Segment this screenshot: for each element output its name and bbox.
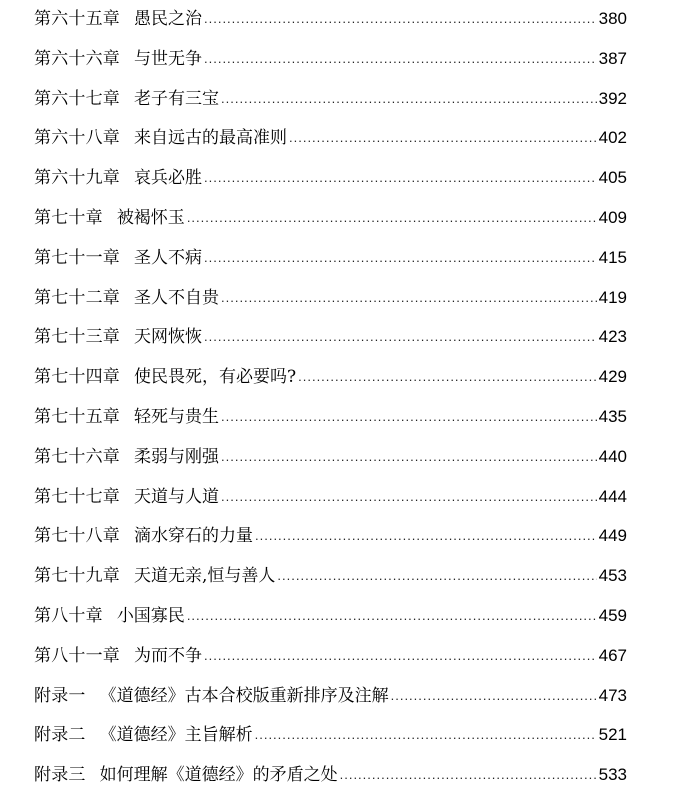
toc-dot-leader [204, 641, 597, 671]
toc-chapter-title: 如何理解《道德经》的矛盾之处 [99, 765, 338, 786]
toc-chapter-number: 第七十四章 [34, 367, 120, 388]
toc-chapter-number: 附录一 [34, 685, 86, 706]
toc-dot-leader [221, 482, 597, 512]
toc-page-number: 453 [598, 566, 627, 586]
toc-dot-leader [221, 402, 597, 432]
toc-entry[interactable] [34, 362, 627, 402]
toc-dot-leader [204, 322, 597, 352]
toc-page-number: 415 [598, 247, 627, 267]
toc-chapter-number: 附录三 [34, 765, 86, 786]
toc-entry[interactable] [34, 521, 627, 561]
toc-chapter-title: 愚民之治 [134, 9, 202, 29]
toc-dot-leader [277, 561, 596, 591]
toc-chapter-number: 第七十章 [34, 207, 103, 228]
toc-chapter-title: 老子有三宝 [134, 88, 219, 109]
toc-entry[interactable] [34, 84, 627, 124]
toc-page-number: 402 [598, 128, 627, 148]
toc-chapter-number: 第七十七章 [34, 486, 120, 507]
toc-chapter-number: 第八十章 [34, 605, 103, 626]
toc-chapter-title: 滴水穿石的力量 [134, 526, 253, 547]
toc-entry[interactable] [34, 4, 627, 44]
toc-chapter-title: 柔弱与刚强 [134, 446, 219, 467]
toc-page-number: 423 [598, 327, 627, 347]
toc-chapter-number: 第六十九章 [34, 168, 120, 189]
toc-chapter-title: 轻死与贵生 [134, 406, 219, 427]
toc-page-number: 440 [598, 446, 627, 466]
toc-chapter-number: 第六十五章 [34, 9, 120, 29]
toc-page-number: 459 [598, 605, 627, 625]
toc-page-number: 467 [598, 645, 627, 665]
toc-entry[interactable] [34, 482, 627, 522]
toc-page-number: 449 [598, 526, 627, 546]
toc-entry[interactable] [34, 601, 627, 641]
toc-chapter-title: 来自远古的最高准则 [134, 128, 287, 149]
toc-entry[interactable] [34, 283, 627, 323]
toc-chapter-title: 小国寡民 [116, 605, 185, 626]
toc-page-number: 444 [598, 486, 627, 506]
toc-chapter-number: 附录二 [34, 725, 86, 746]
toc-entry[interactable] [34, 123, 627, 163]
toc-chapter-title: 天道无亲,恒与善人 [134, 566, 276, 587]
toc-dot-leader [289, 123, 597, 153]
toc-dot-leader [187, 601, 597, 631]
toc-page-number: 409 [598, 207, 627, 227]
toc-page-number: 392 [598, 88, 627, 108]
toc-page-number: 473 [598, 685, 627, 705]
toc-dot-leader [204, 4, 597, 34]
toc-page-number: 419 [598, 287, 627, 307]
toc-chapter-title: 圣人不自贵 [134, 287, 219, 308]
toc-chapter-title: 为而不争 [134, 645, 202, 666]
toc-chapter-number: 第八十一章 [34, 645, 120, 666]
toc-dot-leader [221, 84, 597, 114]
toc-entry[interactable] [34, 203, 627, 243]
toc-page-number: 435 [598, 406, 627, 426]
toc-dot-leader [391, 681, 597, 711]
toc-chapter-number: 第七十六章 [34, 446, 120, 467]
toc-chapter-title: 《道德经》主旨解析 [99, 725, 253, 746]
toc-dot-leader [204, 44, 597, 74]
toc-page-number: 380 [598, 9, 627, 28]
toc-page-number: 387 [598, 48, 627, 68]
toc-dot-leader [204, 163, 597, 193]
toc-chapter-number: 第七十五章 [34, 406, 120, 427]
toc-dot-leader [298, 362, 597, 392]
toc-chapter-title: 与世无争 [134, 48, 202, 69]
toc-chapter-title: 哀兵必胜 [134, 168, 202, 189]
toc-dot-leader [221, 283, 597, 313]
toc-entry[interactable] [34, 442, 627, 482]
toc-page-number: 533 [598, 765, 627, 785]
toc-chapter-number: 第六十八章 [34, 128, 120, 149]
toc-chapter-number: 第七十二章 [34, 287, 120, 308]
toc-chapter-title: 被褐怀玉 [116, 207, 185, 228]
toc-dot-leader [340, 760, 597, 790]
toc-entry[interactable] [34, 681, 627, 721]
toc-chapter-number: 第七十一章 [34, 247, 120, 268]
toc-dot-leader [221, 442, 597, 472]
toc-chapter-number: 第六十六章 [34, 48, 120, 69]
toc-entry[interactable] [34, 322, 627, 362]
toc-chapter-number: 第六十七章 [34, 88, 120, 109]
toc-dot-leader [204, 243, 597, 273]
toc-entry[interactable] [34, 561, 627, 601]
toc-page-number: 429 [598, 367, 627, 387]
table-of-contents [34, 4, 627, 800]
toc-entry[interactable] [34, 163, 627, 203]
toc-entry[interactable] [34, 44, 627, 84]
toc-chapter-number: 第七十八章 [34, 526, 120, 547]
toc-entry[interactable] [34, 641, 627, 681]
toc-entry[interactable] [34, 760, 627, 800]
toc-page-number: 405 [598, 168, 627, 188]
toc-entry[interactable] [34, 243, 627, 283]
toc-dot-leader [255, 521, 597, 551]
toc-entry[interactable] [34, 402, 627, 442]
toc-entry[interactable] [34, 720, 627, 760]
toc-chapter-number: 第七十九章 [34, 566, 120, 587]
toc-chapter-title: 《道德经》古本合校版重新排序及注解 [99, 685, 389, 706]
toc-page-number: 521 [598, 725, 627, 745]
toc-chapter-number: 第七十三章 [34, 327, 120, 348]
toc-chapter-title: 使民畏死，有必要吗? [134, 367, 297, 388]
toc-chapter-title: 天道与人道 [134, 486, 219, 507]
toc-dot-leader [187, 203, 597, 233]
toc-chapter-title: 天网恢恢 [134, 327, 202, 348]
toc-dot-leader [255, 720, 597, 750]
toc-chapter-title: 圣人不病 [134, 247, 202, 268]
